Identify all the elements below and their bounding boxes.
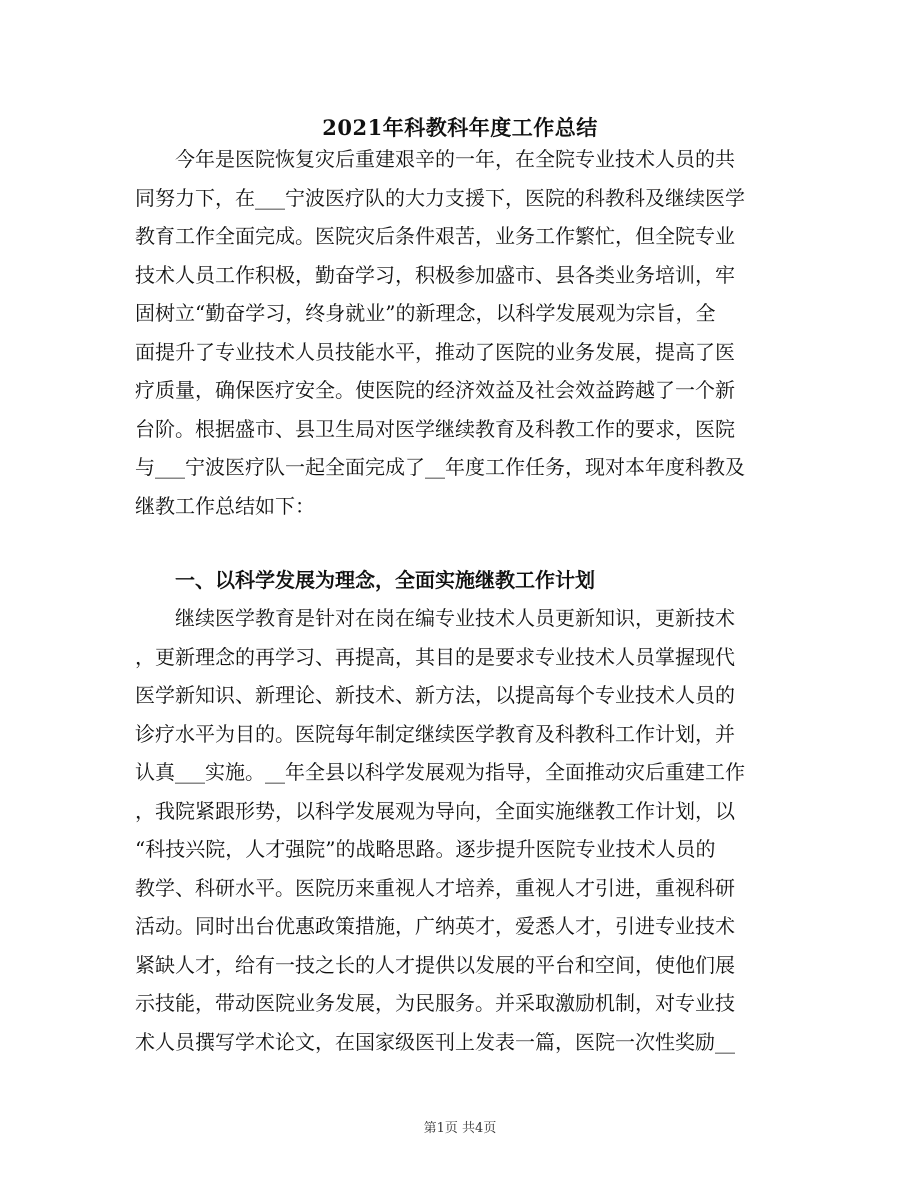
text-line: 活动。同时出台优惠政策措施，广纳英才，爱悉人才，引进专业技术 xyxy=(135,914,735,938)
text-line: 术人员撰写学术论文，在国家级医刊上发表一篇，医院一次性奖励__ xyxy=(135,1029,735,1054)
text-line: 教学、科研水平。医院历来重视人才培养，重视人才引进，重视科研 xyxy=(135,875,735,900)
text-line: 技术人员工作积极，勤奋学习，积极参加盛市、县各类业务培训，牢 xyxy=(135,262,735,287)
text-line: 与___宁波医疗队一起全面完成了__年度工作任务，现对本年度科教及 xyxy=(135,455,745,479)
text-line: “科技兴院，人才强院”的战略思路。逐步提升医院专业技术人员的 xyxy=(135,837,716,861)
text-line: ，我院紧跟形势，以科学发展观为导向，全面实施继教工作计划，以 xyxy=(135,798,735,823)
text-line: 诊疗水平为目的。医院每年制定继续医学教育及科教科工作计划，并 xyxy=(135,721,735,746)
text-line: 台阶。根据盛市、县卫生局对医学继续教育及科教工作的要求，医院 xyxy=(135,416,735,441)
text-line: 教育工作全面完成。医院灾后条件艰苦，业务工作繁忙，但全院专业 xyxy=(135,224,735,248)
section-heading-text: 一、以科学发展为理念，全面实施继教工作计划 xyxy=(135,568,595,592)
text-line: 继教工作总结如下： xyxy=(135,493,315,518)
document-title: 2021年科教科年度工作总结 xyxy=(322,115,598,140)
text-line: 固树立“勤奋学习，终身就业”的新理念，以科学发展观为宗旨，全 xyxy=(135,301,716,325)
page-number-footer: 第1页 共4页 xyxy=(423,1121,497,1136)
text-line: 医学新知识、新理论、新技术、新方法，以提高每个专业技术人员的 xyxy=(135,683,735,707)
text-line: 今年是医院恢复灾后重建艰辛的一年，在全院专业技术人员的共 xyxy=(135,147,735,171)
text-line: 同努力下，在___宁波医疗队的大力支援下，医院的科教科及继续医学 xyxy=(135,185,745,210)
paragraph-section-1 xyxy=(135,599,775,1061)
text-line: 面提升了专业技术人员技能水平，推动了医院的业务发展，提高了医 xyxy=(135,339,735,364)
paragraph-intro xyxy=(135,140,775,525)
text-line: 紧缺人才，给有一技之长的人才提供以发展的平台和空间，使他们展 xyxy=(135,952,735,977)
text-line: ，更新理念的再学习、再提高，其目的是要求专业技术人员掌握现代 xyxy=(135,644,735,669)
text-line: 继续医学教育是针对在岗在编专业技术人员更新知识，更新技术 xyxy=(135,606,735,630)
section-heading-1 xyxy=(135,561,775,600)
text-line: 疗质量，确保医疗安全。使医院的经济效益及社会效益跨越了一个新 xyxy=(135,378,735,402)
text-line: 认真___实施。__年全县以科学发展观为指导，全面推动灾后重建工作 xyxy=(135,760,745,784)
text-line: 示技能，带动医院业务发展，为民服务。并采取激励机制，对专业技 xyxy=(135,991,735,1015)
